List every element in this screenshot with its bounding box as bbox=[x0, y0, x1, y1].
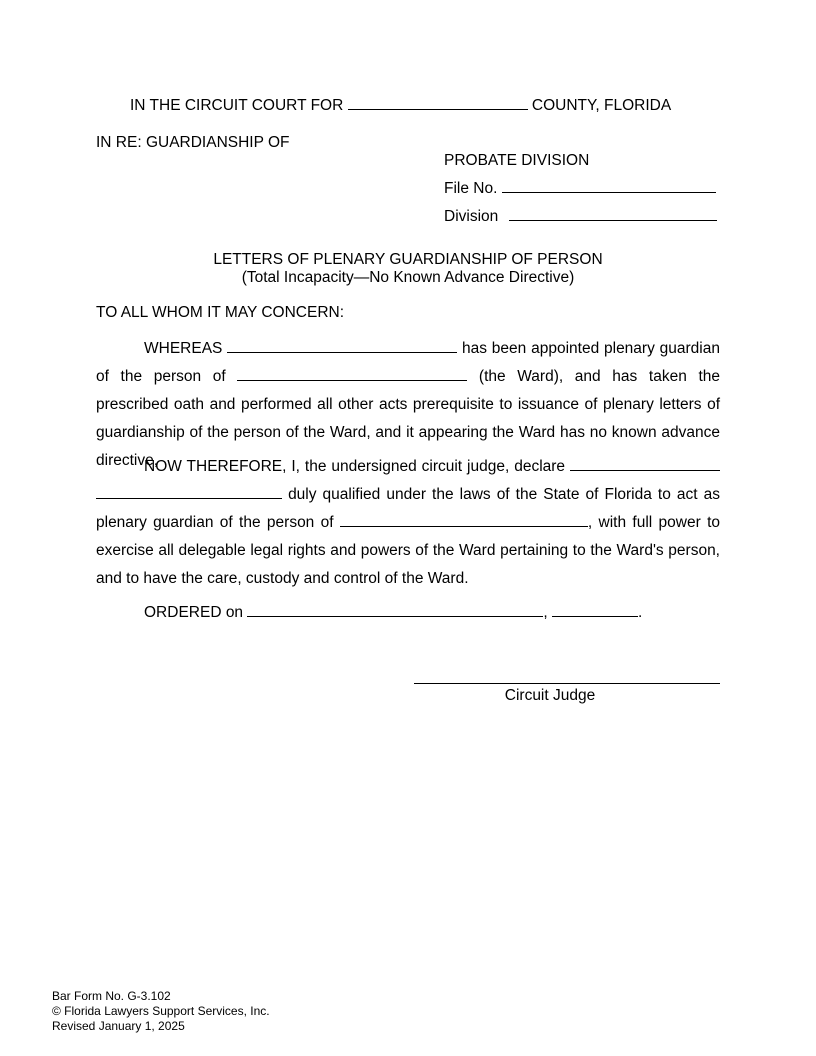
ordered-line bbox=[144, 604, 642, 622]
file-no-row bbox=[444, 180, 716, 198]
court-header-line bbox=[130, 97, 671, 115]
division-label: Division bbox=[444, 208, 499, 225]
signature-label: Circuit Judge bbox=[504, 687, 596, 704]
whereas-text-2: (the Ward), and has taken the prescribed oath and performed all other acts prerequisite to issuance of plenary letters of guardianship of the person of the Ward, and it appearing the Ward has no known advance directive, bbox=[96, 368, 720, 469]
signature-line[interactable] bbox=[414, 683, 720, 684]
ward-name-blank[interactable] bbox=[237, 379, 467, 381]
division-row bbox=[444, 208, 717, 226]
county-blank[interactable] bbox=[348, 108, 528, 110]
declare-blank-2[interactable] bbox=[96, 497, 282, 499]
whereas-text-1: has been appointed plenary guardian of the person of bbox=[96, 340, 720, 385]
ordered-comma: , bbox=[543, 604, 548, 621]
document-title bbox=[96, 251, 720, 287]
title-line-1: LETTERS OF PLENARY GUARDIANSHIP OF PERSON bbox=[213, 251, 603, 268]
court-suffix: COUNTY, FLORIDA bbox=[531, 97, 672, 114]
footer-form-no: Bar Form No. G-3.102 bbox=[52, 989, 171, 1003]
ordered-date-blank[interactable] bbox=[247, 615, 543, 617]
file-no-blank[interactable] bbox=[502, 191, 716, 193]
ordered-period: . bbox=[638, 604, 643, 621]
footer-copyright: © Florida Lawyers Support Services, Inc. bbox=[52, 1004, 270, 1018]
ordered-lead: ORDERED on bbox=[144, 604, 244, 621]
ordered-year-blank[interactable] bbox=[552, 615, 638, 617]
now-therefore-paragraph bbox=[96, 453, 720, 593]
now-therefore-text-2: , with full power to exercise all delegable legal rights and powers of the Ward pertaining to the Ward's person, and to have the care, custody and control of the Ward. bbox=[96, 514, 720, 587]
declare-blank-1[interactable] bbox=[570, 469, 720, 471]
now-therefore-text-1: duly qualified under the laws of the State of Florida to act as plenary guardian of the person of bbox=[96, 486, 720, 531]
whereas-lead: WHEREAS bbox=[144, 340, 223, 357]
file-no-label: File No. bbox=[444, 180, 498, 197]
division-blank[interactable] bbox=[509, 219, 717, 221]
salutation: TO ALL WHOM IT MAY CONCERN: bbox=[96, 304, 345, 321]
title-line-2: (Total Incapacity—No Known Advance Directive) bbox=[241, 269, 575, 286]
footer-revised: Revised January 1, 2025 bbox=[52, 1019, 185, 1033]
now-therefore-lead: NOW THEREFORE, I, the undersigned circuit judge, declare bbox=[144, 458, 566, 475]
ward-person-blank[interactable] bbox=[340, 525, 588, 527]
guardian-name-blank[interactable] bbox=[227, 351, 457, 353]
footer bbox=[52, 989, 270, 1034]
probate-division-title: PROBATE DIVISION bbox=[444, 152, 590, 169]
in-re-line: IN RE: GUARDIANSHIP OF bbox=[96, 134, 290, 151]
court-prefix: IN THE CIRCUIT COURT FOR bbox=[130, 97, 344, 114]
